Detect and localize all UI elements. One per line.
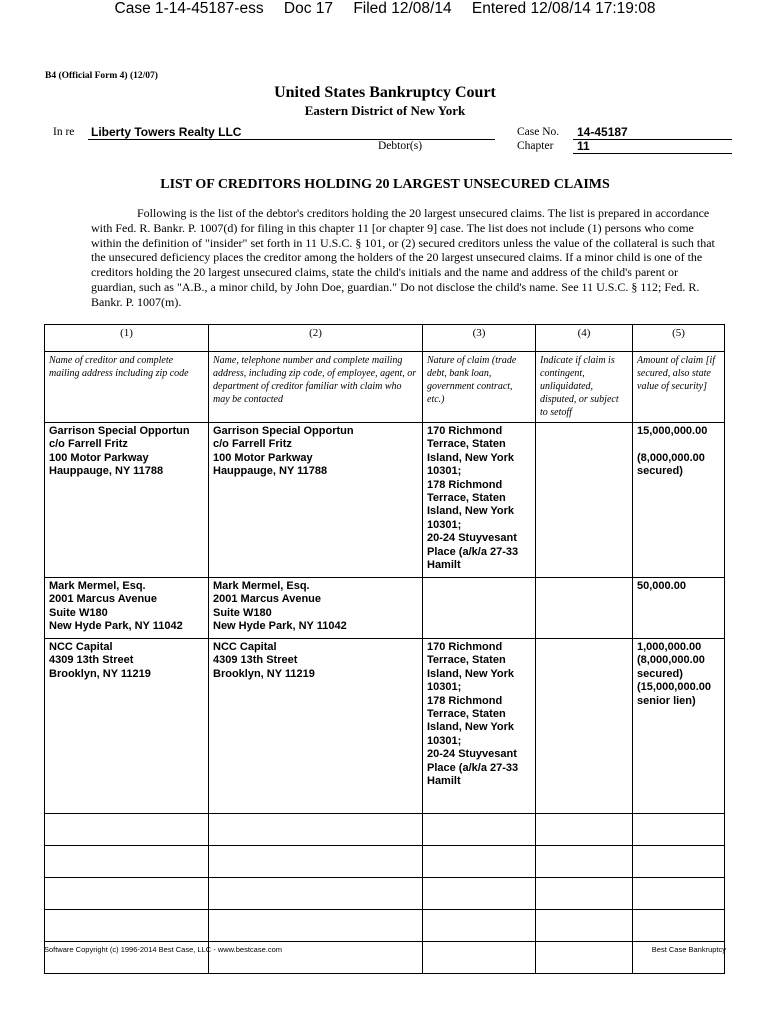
claim-indicator-cell <box>536 578 633 639</box>
creditors-table <box>44 324 725 974</box>
claim-indicator-cell <box>536 639 633 814</box>
empty-cell <box>633 878 725 910</box>
claim-amount-cell: 15,000,000.00 (8,000,000.00 secured) <box>633 423 725 578</box>
claim-nature-cell <box>423 578 536 639</box>
empty-creditor-row <box>45 878 725 910</box>
court-title: United States Bankruptcy Court <box>274 84 496 101</box>
empty-cell <box>423 878 536 910</box>
creditor-row <box>45 639 725 814</box>
empty-cell <box>536 814 633 846</box>
column-description: Indicate if claim is contingent, unliquidated, disputed, or subject to setoff <box>536 352 633 423</box>
empty-cell <box>209 878 423 910</box>
creditor-address-cell: NCC Capital 4309 13th Street Brooklyn, NY 11219 <box>45 639 209 814</box>
creditor-address-cell: Garrison Special Opportun c/o Farrell Fritz 100 Motor Parkway Hauppauge, NY 11788 <box>45 423 209 578</box>
empty-cell <box>209 910 423 942</box>
column-number-row <box>45 325 725 352</box>
column-description: Name, telephone number and complete mailing address, including zip code, of employee, agent, or department of creditor familiar with claim who may be contacted <box>209 352 423 423</box>
debtor-name-field: Liberty Towers Realty LLC <box>88 125 495 140</box>
empty-cell <box>633 910 725 942</box>
claim-amount-cell: 1,000,000.00 (8,000,000.00 secured) (15,000,000.00 senior lien) <box>633 639 725 814</box>
case-number-stamp: Case 1-14-45187-ess <box>114 0 264 17</box>
empty-cell <box>633 846 725 878</box>
empty-cell <box>423 942 536 974</box>
column-description: Name of creditor and complete mailing address including zip code <box>45 352 209 423</box>
column-number: (3) <box>423 325 536 352</box>
empty-cell <box>536 910 633 942</box>
case-no-field: 14-45187 <box>573 125 732 140</box>
column-number: (4) <box>536 325 633 352</box>
claim-nature-cell: 170 Richmond Terrace, Staten Island, New York 10301; 178 Richmond Terrace, Staten Island, New York 10301; 20-24 Stuyvesant Place (a/k/a 27-33 Hamilt <box>423 423 536 578</box>
column-description-row <box>45 352 725 423</box>
entered-date-stamp: Entered 12/08/14 17:19:08 <box>471 0 656 17</box>
in-re-label: In re <box>53 126 75 138</box>
footer-copyright: Software Copyright (c) 1996-2014 Best Case, LLC - www.bestcase.com <box>44 945 283 954</box>
empty-cell <box>45 814 209 846</box>
intro-paragraph: Following is the list of the debtor's creditors holding the 20 largest unsecured claims. The list is prepared in accordance with Fed. R. Bankr. P. 1007(d) for filing in this chapter 11 [or chapter 9] case. The list does not include (1) persons who come within the definition of "insider" set forth in 11 U.S.C. § 101, or (2) secured creditors unless the value of the collateral is such that the unsecured deficiency places the creditor among the holders of the 20 largest unsecured claims. If a minor child is one of the creditors holding the 20 largest unsecured claims, state the child's initials and the name and address of the child's parent or guardian, such as "A.B., a minor child, by John Doe, guardian." Do not disclose the child's name. See 11 U.S.C. § 112; Fed. R. Bankr. P. 1007(m). <box>91 206 715 309</box>
contact-address-cell: Mark Mermel, Esq. 2001 Marcus Avenue Suite W180 New Hyde Park, NY 11042 <box>209 578 423 639</box>
empty-cell <box>209 846 423 878</box>
court-district: Eastern District of New York <box>304 103 466 118</box>
chapter-label: Chapter <box>517 140 554 152</box>
empty-creditor-row <box>45 846 725 878</box>
creditor-row <box>45 423 725 578</box>
debtor-label: Debtor(s) <box>378 140 423 152</box>
empty-creditor-row <box>45 910 725 942</box>
empty-cell <box>45 846 209 878</box>
chapter-field: 11 <box>573 139 732 154</box>
empty-cell <box>633 814 725 846</box>
empty-creditor-row <box>45 814 725 846</box>
doc-number-stamp: Doc 17 <box>283 0 334 17</box>
empty-cell <box>536 942 633 974</box>
creditor-row <box>45 578 725 639</box>
claim-nature-cell: 170 Richmond Terrace, Staten Island, New York 10301; 178 Richmond Terrace, Staten Island, New York 10301; 20-24 Stuyvesant Place (a/k/a 27-33 Hamilt <box>423 639 536 814</box>
empty-cell <box>536 846 633 878</box>
case-no-label: Case No. <box>517 126 560 138</box>
empty-cell <box>45 910 209 942</box>
empty-cell <box>423 910 536 942</box>
contact-address-cell: Garrison Special Opportun c/o Farrell Fritz 100 Motor Parkway Hauppauge, NY 11788 <box>209 423 423 578</box>
empty-cell <box>45 878 209 910</box>
column-number: (5) <box>633 325 725 352</box>
contact-address-cell: NCC Capital 4309 13th Street Brooklyn, NY 11219 <box>209 639 423 814</box>
column-description: Amount of claim [if secured, also state value of security] <box>633 352 725 423</box>
list-title: LIST OF CREDITORS HOLDING 20 LARGEST UNSECURED CLAIMS <box>160 177 610 192</box>
column-description: Nature of claim (trade debt, bank loan, government contract, etc.) <box>423 352 536 423</box>
claim-indicator-cell <box>536 423 633 578</box>
creditor-address-cell: Mark Mermel, Esq. 2001 Marcus Avenue Suite W180 New Hyde Park, NY 11042 <box>45 578 209 639</box>
column-number: (2) <box>209 325 423 352</box>
filed-date-stamp: Filed 12/08/14 <box>353 0 452 17</box>
empty-cell <box>423 814 536 846</box>
case-header <box>0 0 770 18</box>
empty-cell <box>423 846 536 878</box>
column-number: (1) <box>45 325 209 352</box>
empty-cell <box>536 878 633 910</box>
footer-brand: Best Case Bankruptcy <box>651 945 726 954</box>
empty-cell <box>209 814 423 846</box>
form-label: B4 (Official Form 4) (12/07) <box>45 71 158 81</box>
claim-amount-cell: 50,000.00 <box>633 578 725 639</box>
